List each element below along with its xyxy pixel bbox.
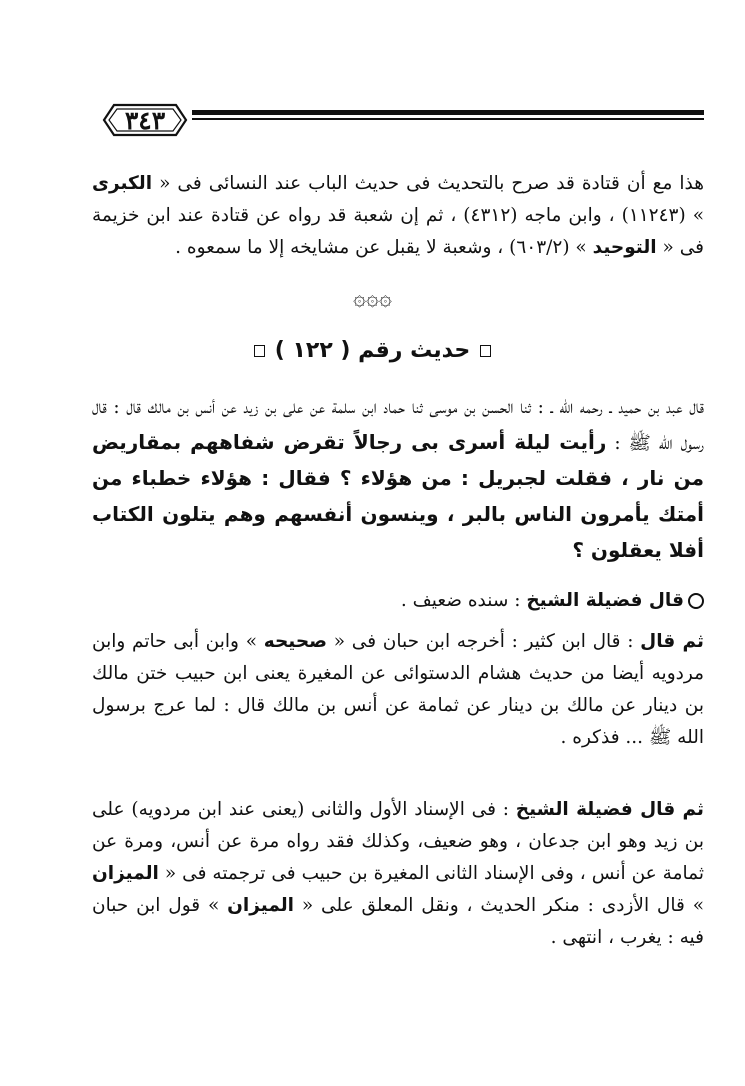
hadith-isnad: قال عبد بن حميد ـ رحمه الله ـ : ثنا الحسن بن موسى ثنا حماد ابن سلمة عن على بن زيد عن أنس بن مالك قال : قال رسول الله ﷺ : <box>92 397 704 454</box>
header-rule <box>192 110 704 120</box>
then-said-text-1: : قال ابن كثير : أخرجه ابن حبان فى « <box>327 631 641 652</box>
final-label: ثم قال فضيلة الشيخ <box>515 799 705 820</box>
then-said-label: ثم قال <box>640 631 704 652</box>
page-header <box>92 96 704 148</box>
page-number: ٣٤٣ <box>124 105 166 135</box>
intro-text-1: هذا مع أن قتادة قد صرح بالتحديث فى حديث الباب عند النسائى فى « <box>152 173 704 194</box>
book-title-sahih: صحيحه <box>263 631 328 652</box>
ruling-label: قال فضيلة الشيخ <box>526 590 684 611</box>
circle-bullet-icon <box>688 593 704 609</box>
hadith-matn: رأيت ليلة أسرى بى رجالاً تقرض شفاههم بمقاريض من نار ، فقلت لجبريل : من هؤلاء ؟ فقال : هؤلاء خطباء من أمتك يأمرون الناس بالبر ، وينسون أنفسهم وهم يتلون الكتاب أفلا يعقلون ؟ <box>92 430 704 562</box>
final-text-2: » قال الأزدى : منكر الحديث ، ونقل المعلق على « <box>294 895 705 916</box>
hadith-paragraph <box>92 392 704 568</box>
ruling-text: : سنده ضعيف . <box>400 590 527 611</box>
hadith-heading-text: حديث رقم ( ١٢٢ ) <box>274 338 471 363</box>
square-bullet-icon <box>480 345 491 357</box>
book-title-tawhid: التوحيد <box>592 237 657 258</box>
section-divider-ornaments: ۞۞۞ <box>353 286 392 311</box>
book-title-mizan: الميزان <box>92 863 159 884</box>
book-title-mizan: الميزان <box>227 895 295 916</box>
page-number-frame <box>102 102 188 138</box>
final-text-1: : فى الإسناد الأول والثانى (يعنى عند ابن مردويه) على بن زيد وهو ابن جدعان ، وهو ضعيف، وكذلك فقد رواه مرة عن أنس، ومرة عن ثمامة عن أنس ، وفى الإسناد الثانى المغيرة بن حبيب فى ترجمته فى « <box>92 799 704 884</box>
final-text-3: » قول ابن حبان فيه : يغرب ، انتهى . <box>92 895 704 948</box>
then-said-text-2: » وابن أبى حاتم وابن مردويه أيضا من حديث هشام الدستوائى عن المغيرة يعنى ابن حبيب ختن مالك بن دينار عن مالك بن دينار عن ثمامة عن أنس بن مالك قال : لما عرج برسول الله ﷺ ... فذكره . <box>92 631 704 748</box>
square-bullet-icon <box>254 345 265 357</box>
intro-text-3: » (٦٠٣/٢) ، وشعبة لا يقبل عن مشايخه إلا ما سمعوه . <box>175 237 593 258</box>
ibn-kathir-paragraph <box>92 626 704 754</box>
book-title-kubra: الكبرى <box>92 173 153 194</box>
intro-paragraph <box>92 168 704 264</box>
intro-text-2: » (١١٢٤٣) ، وابن ماجه (٤٣١٢) ، ثم إن شعبة قد رواه عن قتادة عند ابن خزيمة فى « <box>92 205 705 258</box>
hadith-heading <box>0 338 745 363</box>
final-paragraph <box>92 794 704 954</box>
ruling-paragraph <box>92 585 704 617</box>
